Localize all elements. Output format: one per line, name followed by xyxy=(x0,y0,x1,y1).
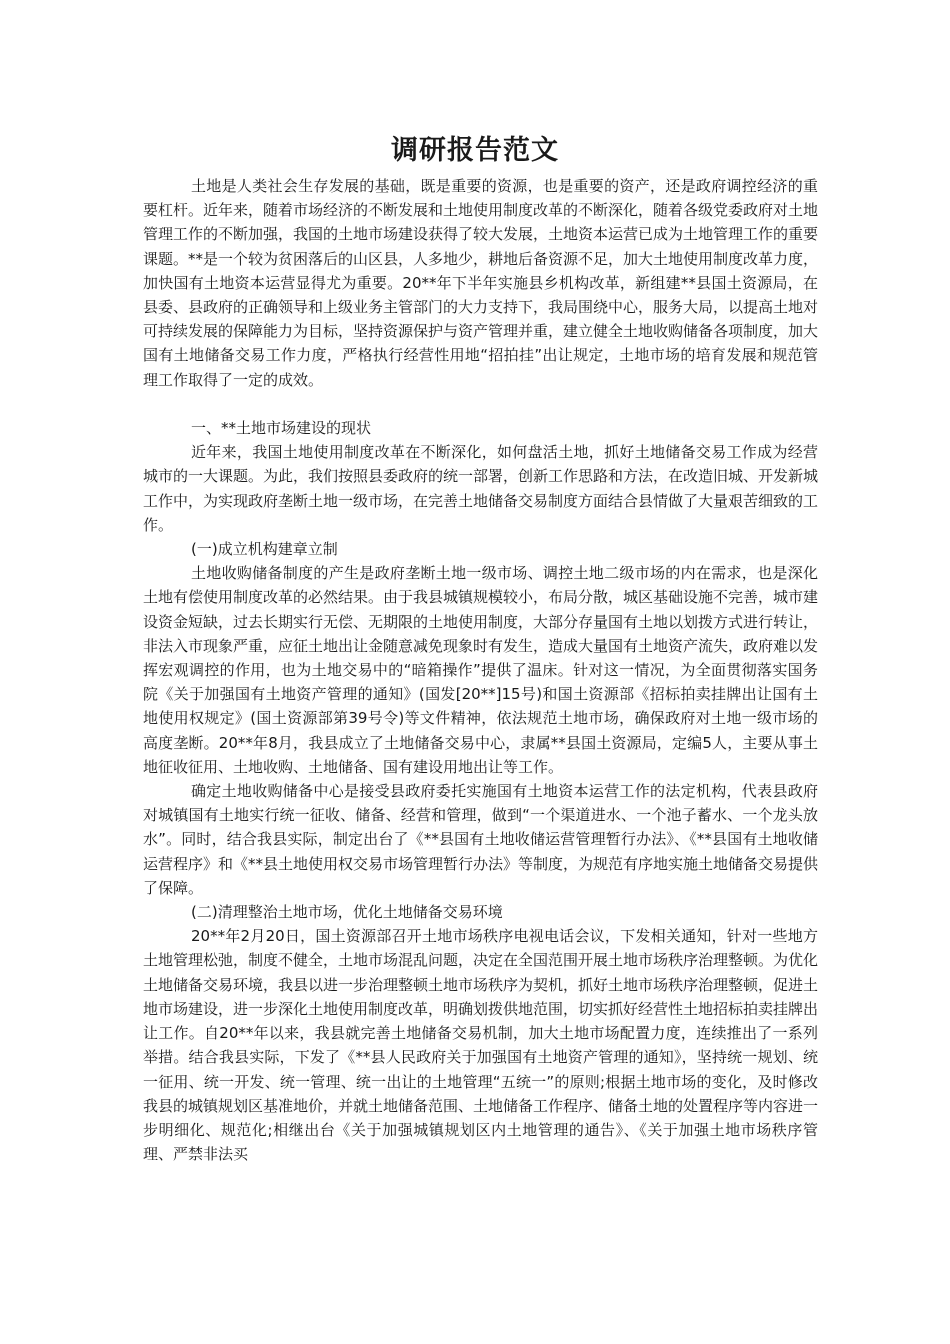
section-1-paragraph: 近年来，我国土地使用制度改革在不断深化，如何盘活土地，抓好土地储备交易工作成为经营城市的一大课题。为此，我们按照县委政府的统一部署，创新工作思路和方法，在改造旧城、开发新城工作中，为实现政府垄断土地一级市场，在完善土地储备交易制度方面结合县情做了大量艰苦细致的工作。 xyxy=(143,443,819,534)
paragraph-spacer xyxy=(143,392,818,416)
document-title: 调研报告范文 xyxy=(391,135,559,166)
section-heading-1: 一、**土地市场建设的现状 xyxy=(191,419,372,438)
subsection-heading-2: (二)清理整治土地市场，优化土地储备交易环境 xyxy=(191,903,503,922)
intro-paragraph: 土地是人类社会生存发展的基础，既是重要的资源，也是重要的资产，还是政府调控经济的重要杠杆。近年来，随着市场经济的不断发展和土地使用制度改革的不断深化，随着各级党委政府对土地管理工作的不断加强，我国的土地市场建设获得了较大发展，土地资本运营已成为土地管理工作的重要课题。**是一个较为贫困落后的山区县，人多地少，耕地后备资源不足，加大土地使用制度改革力度，加快国有土地资本运营显得尤为重要。20**年下半年实施县乡机构改革，新组建**县国土资源局，在县委、县政府的正确领导和上级业务主管部门的大力支持下，我局围绕中心，服务大局，以提高土地对可持续发展的保障能力为目标，坚持资源保护与资产管理并重，建立健全土地收购储备各项制度，加大国有土地储备交易工作力度，严格执行经营性用地“招拍挂”出让规定，土地市场的培育发展和规范管理工作取得了一定的成效。 xyxy=(143,177,819,389)
subsection-1-paragraph-2: 确定土地收购储备中心是接受县政府委托实施国有土地资本运营工作的法定机构，代表县政府对城镇国有土地实行统一征收、储备、经营和管理，做到“一个渠道进水、一个池子蓄水、一个龙头放水”。同时，结合我县实际，制定出台了《**县国有土地收储运营管理暂行办法》、《**县国有土地收储运营程序》和《**县土地使用权交易市场管理暂行办法》等制度，为规范有序地实施土地储备交易提供了保障。 xyxy=(143,782,819,897)
document-body xyxy=(143,174,818,1166)
subsection-2-paragraph: 20**年2月20日，国土资源部召开土地市场秩序电视电话会议，下发相关通知，针对一些地方土地管理松弛，制度不健全，土地市场混乱问题，决定在全国范围开展土地市场秩序治理整顿。为优化土地储备交易环境，我县以进一步治理整顿土地市场秩序为契机，抓好土地市场秩序治理整顿，促进土地市场建设，进一步深化土地使用制度改革，明确划拨供地范围，切实抓好经营性土地招标拍卖挂牌出让工作。自20**年以来，我县就完善土地储备交易机制，加大土地市场配置力度，连续推出了一系列举措。结合我县实际，下发了《**县人民政府关于加强国有土地资产管理的通知》，坚持统一规划、统一征用、统一开发、统一管理、统一出让的土地管理“五统一”的原则;根据土地市场的变化，及时修改我县的城镇规划区基准地价，并就土地储备范围、土地储备工作程序、储备土地的处置程序等内容进一步明细化、规范化;相继出台《关于加强城镇规划区内土地管理的通告》、《关于加强土地市场秩序管理、严禁非法买 xyxy=(143,927,819,1164)
subsection-1-paragraph-1: 土地收购储备制度的产生是政府垄断土地一级市场、调控土地二级市场的内在需求，也是深化土地有偿使用制度改革的必然结果。由于我县城镇规模较小，布局分散，城区基础设施不完善，城市建设资金短缺，过去长期实行无偿、无期限的土地使用制度，大部分存量国有土地以划拨方式进行转让，非法入市现象严重，应征土地出让金随意减免现象时有发生，造成大量国有土地资产流失，政府难以发挥宏观调控的作用，也为土地交易中的“暗箱操作”提供了温床。针对这一情况，为全面贯彻落实国务院《关于加强国有土地资产管理的通知》(国发[20**]15号)和国土资源部《招标拍卖挂牌出让国有土地使用权规定》(国土资源部第39号令)等文件精神，依法规范土地市场，确保政府对土地一级市场的高度垄断。20**年8月，我县成立了土地储备交易中心，隶属**县国土资源局，定编5人，主要从事土地征收征用、土地收购、土地储备、国有建设用地出让等工作。 xyxy=(143,564,819,776)
subsection-heading-1: (一)成立机构建章立制 xyxy=(191,540,338,559)
